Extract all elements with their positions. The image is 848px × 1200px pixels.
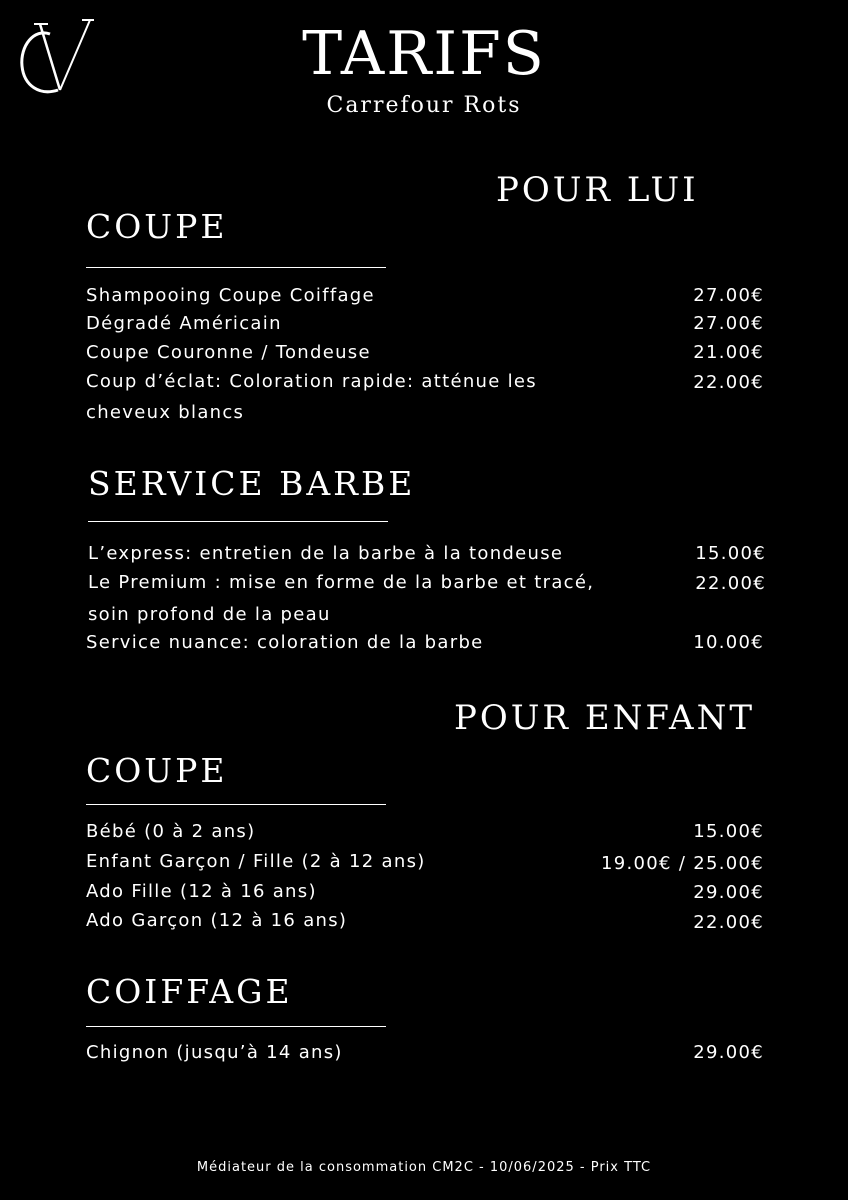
- divider: [88, 521, 388, 522]
- price-item-price: 27.00€: [693, 285, 764, 306]
- price-item-label: Coup d’éclat: Coloration rapide: atténue les: [86, 371, 537, 392]
- price-item-price: 15.00€: [693, 821, 764, 842]
- price-item-price: 10.00€: [693, 632, 764, 653]
- price-item-price: 29.00€: [693, 882, 764, 903]
- price-item-price: 19.00€ / 25.00€: [601, 853, 764, 874]
- price-item-price: 22.00€: [693, 372, 764, 393]
- category-title-coupe-lui: COUPE: [86, 207, 228, 246]
- price-item-label-continued: soin profond de la peau: [88, 604, 331, 625]
- price-item-price: 21.00€: [693, 342, 764, 363]
- price-item-label: Ado Garçon (12 à 16 ans): [86, 910, 348, 931]
- category-title-service-barbe: SERVICE BARBE: [88, 464, 416, 503]
- divider: [86, 267, 386, 268]
- price-item-label: Bébé (0 à 2 ans): [86, 821, 256, 842]
- page-title: TARIFS: [302, 19, 546, 89]
- price-item-label: Shampooing Coupe Coiffage: [86, 285, 375, 306]
- price-item-label-continued: cheveux blancs: [86, 402, 245, 423]
- price-item-price: 27.00€: [693, 313, 764, 334]
- price-item-label: Ado Fille (12 à 16 ans): [86, 881, 317, 902]
- price-item-label: L’express: entretien de la barbe à la tondeuse: [88, 543, 564, 564]
- price-item-label: Le Premium : mise en forme de la barbe et tracé,: [88, 572, 595, 593]
- category-title-coupe-enfant: COUPE: [86, 751, 228, 790]
- price-item-label: Coupe Couronne / Tondeuse: [86, 342, 371, 363]
- footer-note: Médiateur de la consommation CM2C - 10/06/2025 - Prix TTC: [196, 1160, 652, 1175]
- price-item-price: 15.00€: [695, 543, 766, 564]
- price-item-label: Dégradé Américain: [86, 313, 282, 334]
- price-item-price: 22.00€: [693, 912, 764, 933]
- category-title-coiffage: COIFFAGE: [86, 972, 293, 1011]
- price-item-label: Service nuance: coloration de la barbe: [86, 632, 484, 653]
- price-item-price: 22.00€: [695, 573, 766, 594]
- divider: [86, 1026, 386, 1027]
- price-item-price: 29.00€: [693, 1042, 764, 1063]
- price-item-label: Chignon (jusqu’à 14 ans): [86, 1042, 343, 1063]
- section-title-pour-enfant: POUR ENFANT: [454, 698, 755, 738]
- price-item-label: Enfant Garçon / Fille (2 à 12 ans): [86, 851, 426, 872]
- section-title-pour-lui: POUR LUI: [496, 170, 699, 210]
- page-subtitle: Carrefour Rots: [326, 93, 522, 118]
- divider: [86, 804, 386, 805]
